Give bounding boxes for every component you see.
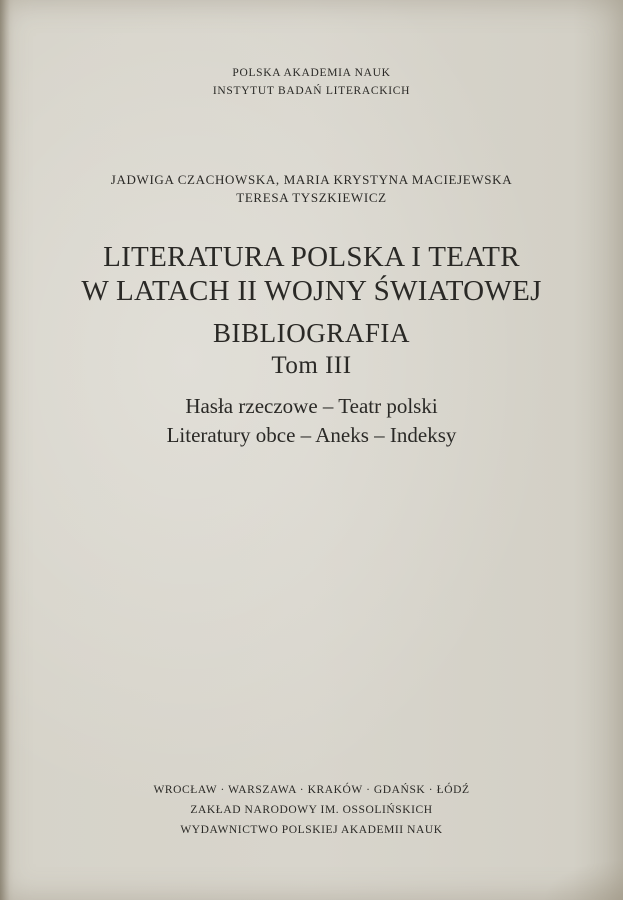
corner-wear	[543, 860, 623, 900]
volume-number: Tom III	[271, 352, 352, 379]
institution-line-2: INSTYTUT BADAŃ LITERACKICH	[212, 85, 411, 97]
authors-line-1: JADWIGA CZACHOWSKA, MARIA KRYSTYNA MACIEJEWSKA	[110, 172, 513, 187]
authors-line-2: TERESA TYSZKIEWICZ	[236, 190, 387, 205]
spine-shadow	[0, 0, 10, 900]
institution-line-1: POLSKA AKADEMIA NAUK	[232, 67, 391, 79]
imprint-publisher-2: WYDAWNICTWO POLSKIEJ AKADEMII NAUK	[180, 824, 443, 836]
title-line-2: W LATACH II WOJNY ŚWIATOWEJ	[81, 275, 542, 307]
title-line-1: LITERATURA POLSKA I TEATR	[103, 241, 520, 273]
subtitle: BIBLIOGRAFIA	[213, 318, 410, 348]
contents-line-1: Hasła rzeczowe – Teatr polski	[185, 394, 438, 418]
contents-line-2: Literatury obce – Aneks – Indeksy	[166, 423, 457, 447]
imprint-publisher-1: ZAKŁAD NARODOWY IM. OSSOLIŃSKICH	[190, 804, 433, 816]
imprint-cities: WROCŁAW · WARSZAWA · KRAKÓW · GDAŃSK · ŁÓDŹ	[153, 784, 470, 796]
